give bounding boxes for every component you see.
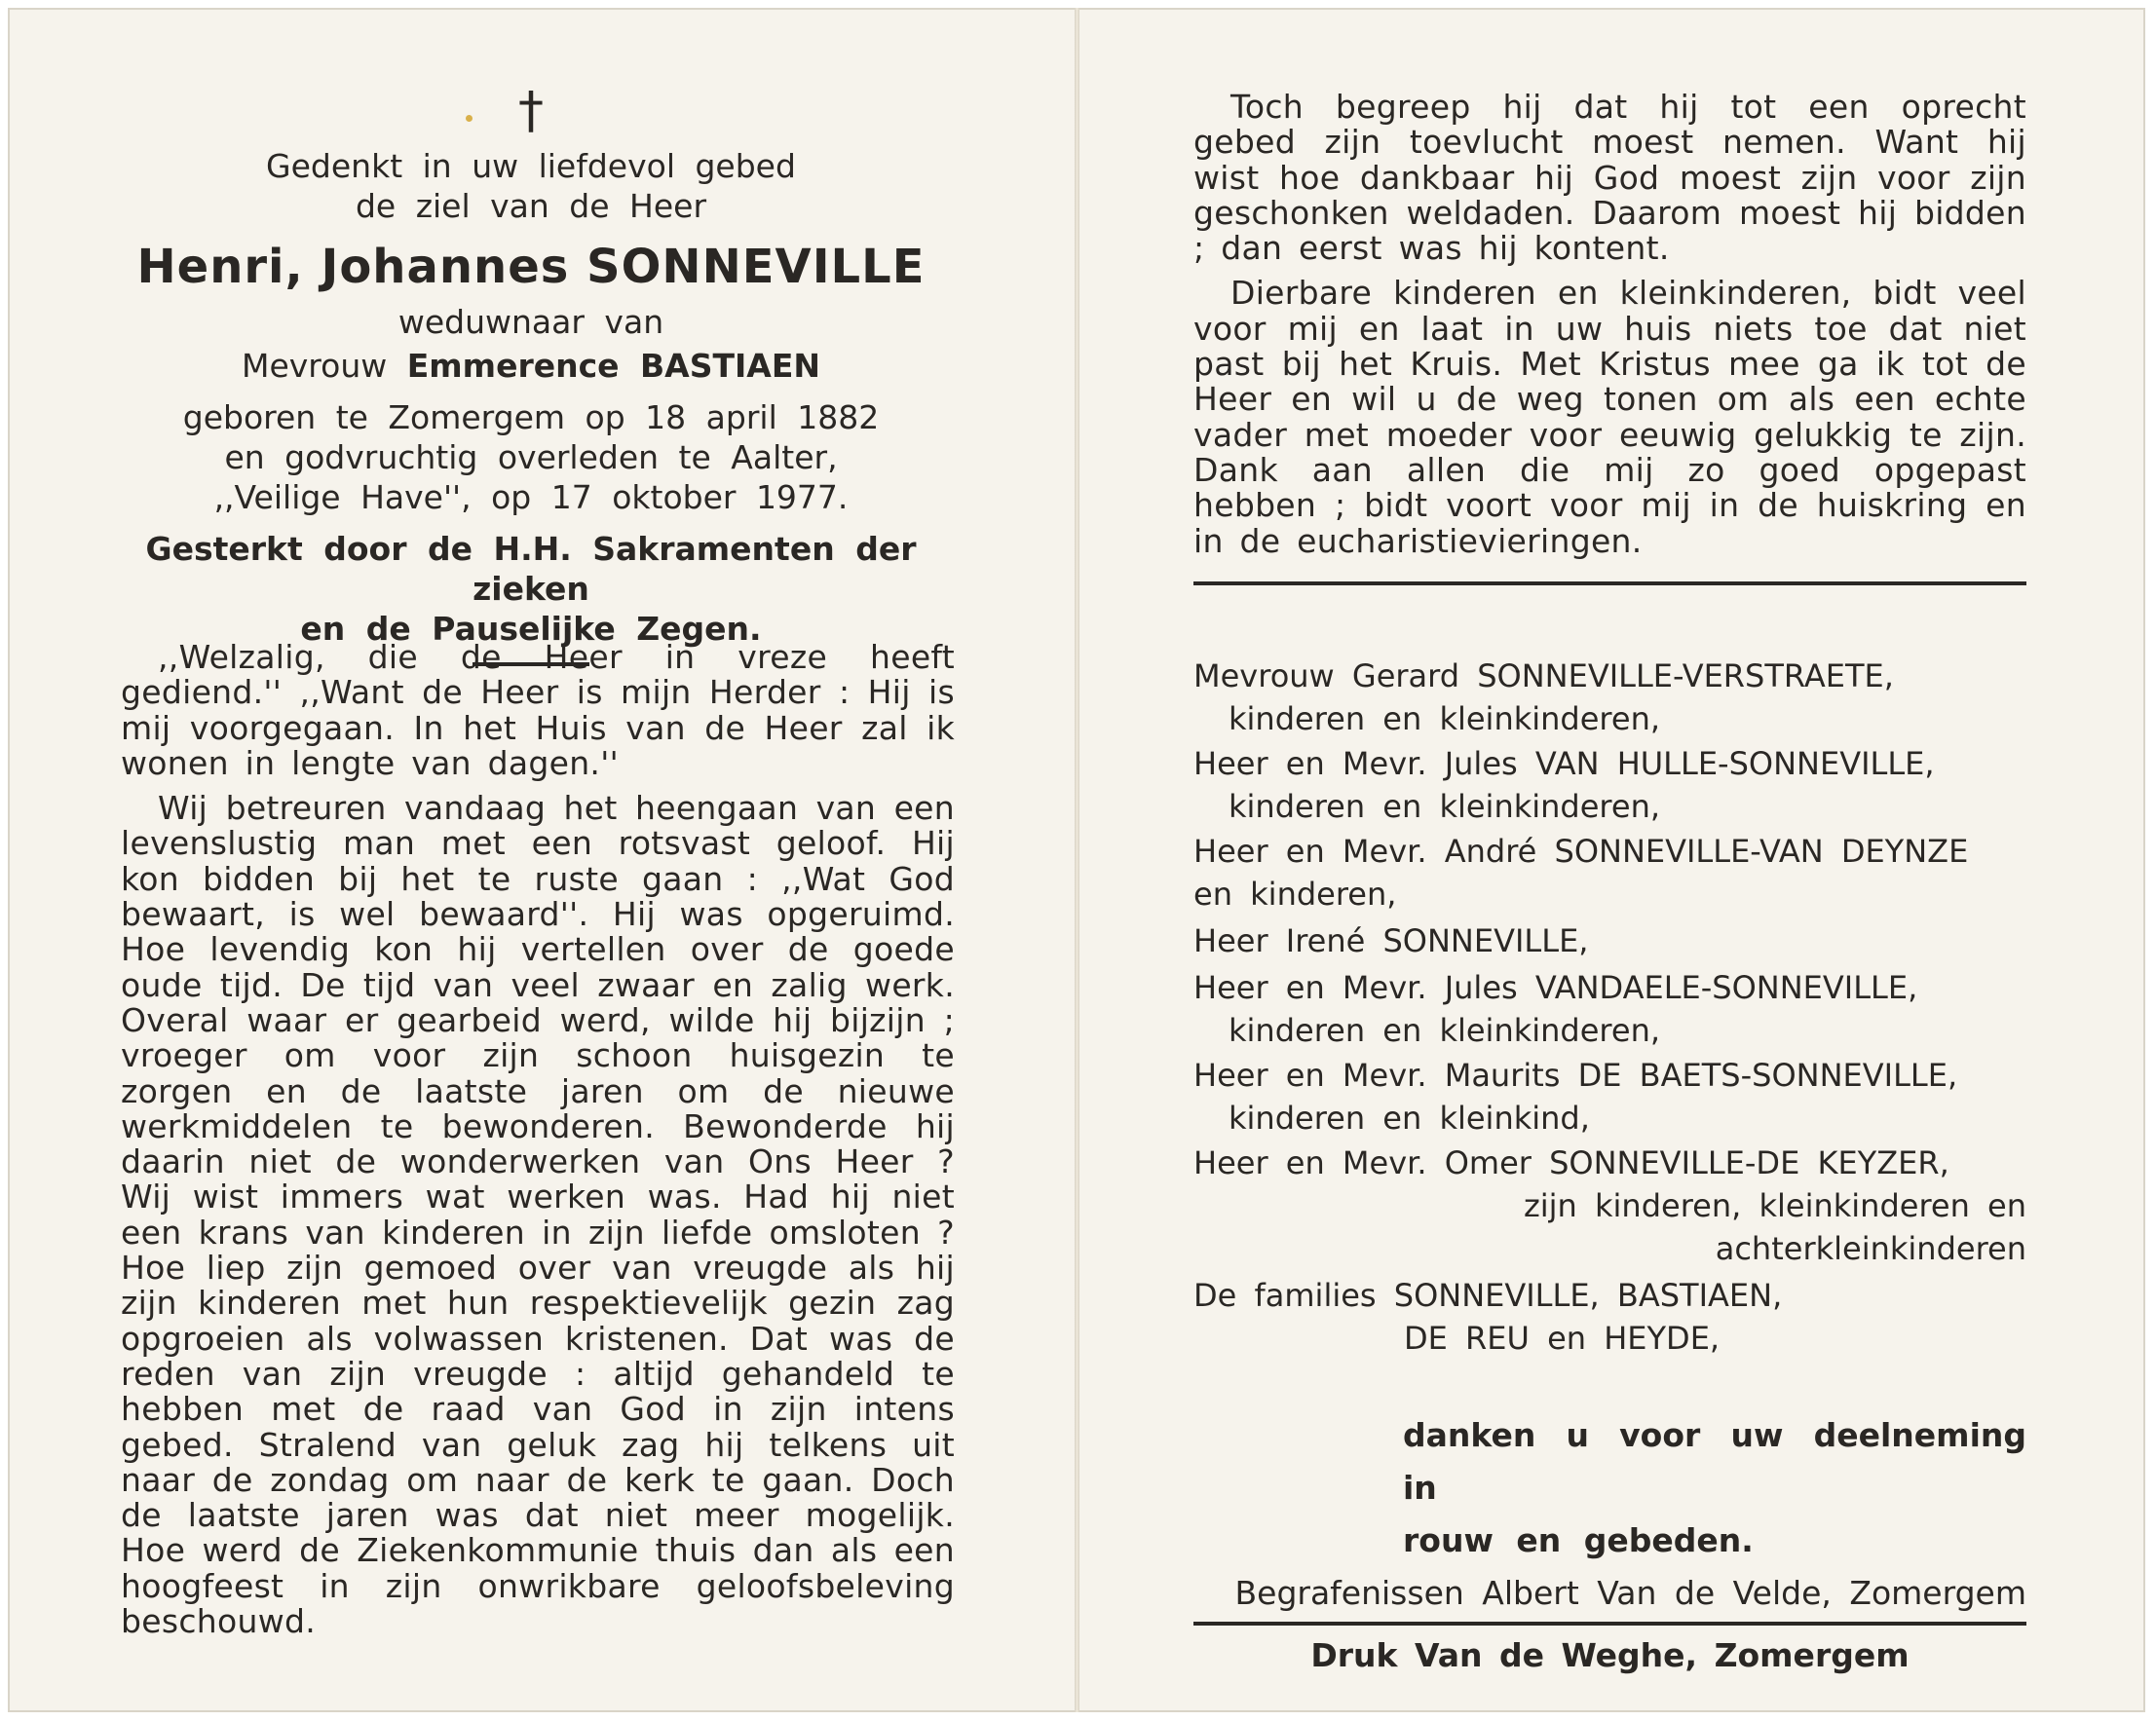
cross-icon: † xyxy=(518,82,544,140)
sacraments-line-1: Gesterkt door de H.H. Sakramenten der zieken xyxy=(145,530,917,608)
thanks-line-1: danken u voor uw deelneming in xyxy=(1403,1416,2026,1507)
thanks-block xyxy=(1403,1409,2026,1567)
family-main: Mevrouw Gerard SONNEVILLE-VERSTRAETE, xyxy=(1193,657,1894,694)
printer: Druk Van de Weghe, Zomergem xyxy=(1310,1636,1910,1674)
thanks-line-2: rouw en gebeden. xyxy=(1403,1521,1754,1559)
divider xyxy=(1193,1622,2026,1626)
right-paragraph-1: Toch begreep hij dat hij tot een oprecht gebed zijn toevlucht moest nemen. Want hij wist hoe dankbaar hij God moest zijn voor zijn geschonken weldaden. Daarom moest hij bidden ; dan eerst was hij kontent. xyxy=(1193,88,2026,268)
family-entry xyxy=(1193,655,2026,740)
right-paragraph-2: Dierbare kinderen en kleinkinderen, bidt veel voor mij en laat in uw huis niets toe dat niet past bij het Kruis. Met Kristus mee ga ik tot de Heer en wil u de weg tonen om als een echte vader met moeder voor eeuwig gelukkig te zijn. Dank aan allen die mij zo goed opgepast hebben ; bidt voort voor mij in de huiskring en in de eucharistievieringen. xyxy=(1193,274,2026,560)
family-main: Heer en Mevr. Maurits DE BAETS-SONNEVILLE, xyxy=(1193,1057,1958,1094)
family-sub: kinderen en kleinkinderen, xyxy=(1229,1012,1661,1049)
widower-label: weduwnaar van xyxy=(397,303,664,341)
undertaker: Begrafenissen Albert Van de Velde, Zomergem xyxy=(1234,1574,2026,1612)
family-entry xyxy=(1193,966,2026,1052)
family-entry xyxy=(1193,742,2026,828)
family-sub: kinderen en kleinkinderen, xyxy=(1229,788,1661,825)
family-sub: kinderen en kleinkinderen, xyxy=(1229,700,1661,737)
family-main: Heer en Mevr. André SONNEVILLE-VAN DEYNZE xyxy=(1193,833,1969,870)
family-main: Heer en Mevr. Jules VAN HULLE-SONNEVILLE, xyxy=(1193,745,1935,782)
deceased-name: Henri, Johannes SONNEVILLE xyxy=(136,240,926,294)
intro-line-1: Gedenkt in uw liefdevol gebed xyxy=(266,147,796,185)
quote-paragraph: ,,Welzalig, die de Heer in vreze heeft gediend.'' ,,Want de Heer is mijn Herder : Hij is mij voorgegaan. In het Huis van de Heer zal ik wonen in lengte van dagen.'' xyxy=(121,638,955,782)
body-paragraph: Wij betreuren vandaag het heengaan van een levenslustig man met een rotsvast geloof. Hij kon bidden bij het te ruste gaan : ,,Wat God bewaart, is wel bewaard''. Hij was opgeruimd. Hoe levendig kon hij vertellen over de goede oude tijd. De tijd van veel zwaar en zalig werk. Overal waar er gearbeid werd, wilde hij bijzijn ; vroeger om voor zijn schoon huisgezin te zorgen en de laatste jaren om de nieuwe werkmiddelen te bewonderen. Bewonderde hij daarin niet de wonderwerken van Ons Heer ? Wij wist immers wat werken was. Had hij niet een krans van kinderen in zijn liefde omsloten ? Hoe liep zijn gemoed over van vreugde als hij zijn kinderen met hun respektievelijk gezin zag opgroeien als volwassen kristenen. Dat was de reden van zijn vreugde : altijd gehandeld te hebben met de raad van God in zijn intens gebed. Stralend van geluk zag hij telkens uit naar de zondag om naar de kerk te gaan. Doch de laatste jaren was dat niet meer mogelijk. Hoe werd de Ziekenkommunie thuis dan als een hoogfeest in zijn onwrikbare geloofsbeleving beschouwd. xyxy=(121,789,955,1641)
card-fold xyxy=(1075,8,1079,1712)
divider xyxy=(1193,581,2026,585)
family-list xyxy=(1193,655,2026,1362)
spouse-name: Emmerence BASTIAEN xyxy=(406,347,820,385)
death-line: en godvruchtig overleden te Aalter, xyxy=(224,438,838,476)
birth-line: geboren te Zomergem op 18 april 1882 xyxy=(182,398,880,436)
family-entry xyxy=(1193,1141,2026,1270)
family-main: Heer en Mevr. Jules VANDAELE-SONNEVILLE, xyxy=(1193,969,1918,1006)
spouse-prefix: Mevrouw xyxy=(242,347,388,385)
families-line: De families SONNEVILLE, BASTIAEN, xyxy=(1193,1277,1783,1314)
intro-line-2: de ziel van de Heer xyxy=(355,187,707,225)
family-sub: achterkleinkinderen xyxy=(1715,1230,2026,1267)
family-entry xyxy=(1193,1054,2026,1140)
family-sub: en kinderen, xyxy=(1193,876,1397,913)
family-sub: zijn kinderen, kleinkinderen en xyxy=(1523,1187,2026,1224)
family-entry xyxy=(1193,919,2026,962)
spouse-line xyxy=(107,346,955,386)
families-line: DE REU en HEYDE, xyxy=(1404,1320,1721,1357)
family-sub: kinderen en kleinkind, xyxy=(1229,1100,1590,1137)
death-place-line: ,,Veilige Have'', op 17 oktober 1977. xyxy=(213,478,849,516)
family-entry xyxy=(1193,830,2026,916)
family-main: Heer en Mevr. Omer SONNEVILLE-DE KEYZER, xyxy=(1193,1144,1949,1181)
families-entry xyxy=(1193,1274,2026,1360)
sacraments-line-2: en de Pauselijke Zegen. xyxy=(300,610,762,648)
family-main: Heer Irené SONNEVILLE, xyxy=(1193,922,1589,959)
